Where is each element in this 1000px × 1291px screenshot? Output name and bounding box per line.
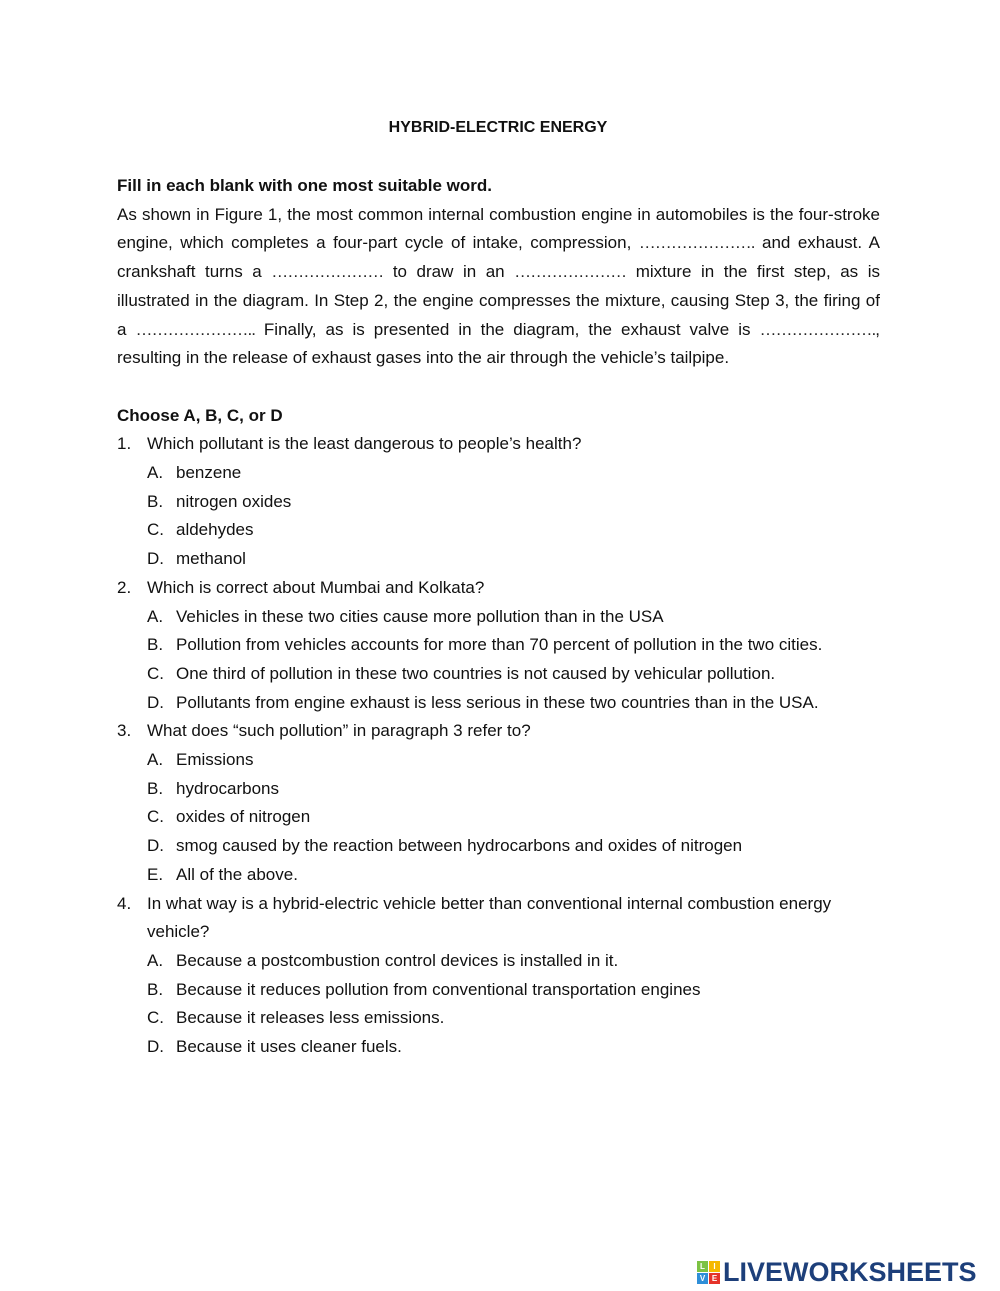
option-text: hydrocarbons [176,778,280,798]
option-text: Pollutants from engine exhaust is less serious in these two countries than in the USA. [176,692,819,712]
answer-option[interactable] [117,459,880,488]
option-letter: A. [147,606,164,626]
blank-input[interactable]: …………………. [759,319,876,339]
option-letter: D. [147,836,164,856]
question-text: In what way is a hybrid-electric vehicle better than conventional internal combustion energy vehicle? [147,893,832,942]
liveworksheets-logo [697,1257,977,1288]
blank-input[interactable]: …………………. [638,233,755,253]
question-number: 4. [117,893,132,913]
option-letter: C. [147,663,164,683]
option-letter: A. [147,463,164,483]
question-text: What does “such pollution” in paragraph 3 refer to? [147,721,531,741]
option-text: Pollution from vehicles accounts for more than 70 percent of pollution in the two cities. [176,635,823,655]
paragraph-text: Finally, as is presented in the diagram, the exhaust valve is [254,319,760,339]
option-letter: D. [147,692,164,712]
fill-in-heading: Fill in each blank with one most suitable word. [117,176,492,195]
option-text: Emissions [176,750,254,770]
blank-input[interactable]: ………………….. [135,319,255,339]
option-text: Because it releases less emissions. [176,1008,445,1028]
paragraph-text: , resulting in the release of exhaust gases into the air through the vehicle’s tailpipe. [117,319,880,368]
option-letter: B. [147,979,164,999]
question-number: 1. [117,434,132,454]
question [117,717,880,746]
answer-option[interactable] [117,775,880,804]
logo-tile: V [697,1273,708,1284]
answer-option[interactable] [117,861,880,890]
answer-option[interactable] [117,1033,880,1062]
logo-tile: E [709,1273,720,1284]
option-letter: B. [147,635,164,655]
answer-option[interactable] [117,1004,880,1033]
answer-option[interactable] [117,603,880,632]
answer-option[interactable] [117,947,880,976]
option-letter: B. [147,778,164,798]
option-text: Vehicles in these two cities cause more pollution than in the USA [176,606,664,626]
option-letter: C. [147,520,164,540]
question [117,574,880,603]
multiple-choice-heading: Choose A, B, C, or D [117,405,283,425]
option-text: One third of pollution in these two countries is not caused by vehicular pollution. [176,663,776,683]
option-letter: A. [147,750,164,770]
question [117,430,880,459]
paragraph-text: to draw in an [383,262,515,282]
logo-tile: L [697,1261,708,1272]
option-letter: C. [147,1008,164,1028]
answer-option[interactable] [117,545,880,574]
paragraph-text: As shown in Figure 1, the most common internal combustion engine in automobiles is the four-stroke engine, which completes a four-part cycle of intake, compression, [117,204,880,253]
worksheet-content [117,172,880,1062]
option-text: smog caused by the reaction between hydrocarbons and oxides of nitrogen [176,836,743,856]
question-number: 3. [117,721,132,741]
option-text: All of the above. [176,864,298,884]
answer-option[interactable] [117,976,880,1005]
logo-tile: I [709,1261,720,1272]
option-text: Because it reduces pollution from conventional transportation engines [176,979,701,999]
question-text: Which is correct about Mumbai and Kolkata? [147,577,485,597]
question [117,890,880,947]
option-text: oxides of nitrogen [176,807,311,827]
logo-text: LIVEWORKSHEETS [723,1257,977,1287]
question-list [117,430,880,1061]
answer-option[interactable] [117,803,880,832]
option-text: methanol [176,549,246,569]
blank-input[interactable]: ………………… [514,262,627,282]
answer-option[interactable] [117,832,880,861]
question-number: 2. [117,577,132,597]
answer-option[interactable] [117,488,880,517]
worksheet-title: HYBRID-ELECTRIC ENERGY [388,119,608,136]
option-text: Because it uses cleaner fuels. [176,1037,402,1057]
blank-input[interactable]: ………………… [271,262,384,282]
paragraph-text: and exhaust. A crankshaft turns a [117,233,880,282]
answer-option[interactable] [117,660,880,689]
option-text: nitrogen oxides [176,491,292,511]
option-text: benzene [176,463,242,483]
answer-option[interactable] [117,516,880,545]
fill-in-paragraph [117,201,880,373]
option-text: aldehydes [176,520,254,540]
paragraph-text: mixture in the first step, as is illustrated in the diagram. In Step 2, the engine compresses the mixture, causing Step 3, the firing of a [117,262,880,339]
option-letter: A. [147,950,164,970]
option-letter: C. [147,807,164,827]
answer-option[interactable] [117,631,880,660]
option-letter: D. [147,549,164,569]
option-text: Because a postcombustion control devices is installed in it. [176,950,619,970]
answer-option[interactable] [117,746,880,775]
option-letter: B. [147,491,164,511]
logo-tiles-icon [697,1261,720,1284]
option-letter: E. [147,864,164,884]
answer-option[interactable] [117,689,880,718]
option-letter: D. [147,1037,164,1057]
question-text: Which pollutant is the least dangerous to people’s health? [147,434,582,454]
